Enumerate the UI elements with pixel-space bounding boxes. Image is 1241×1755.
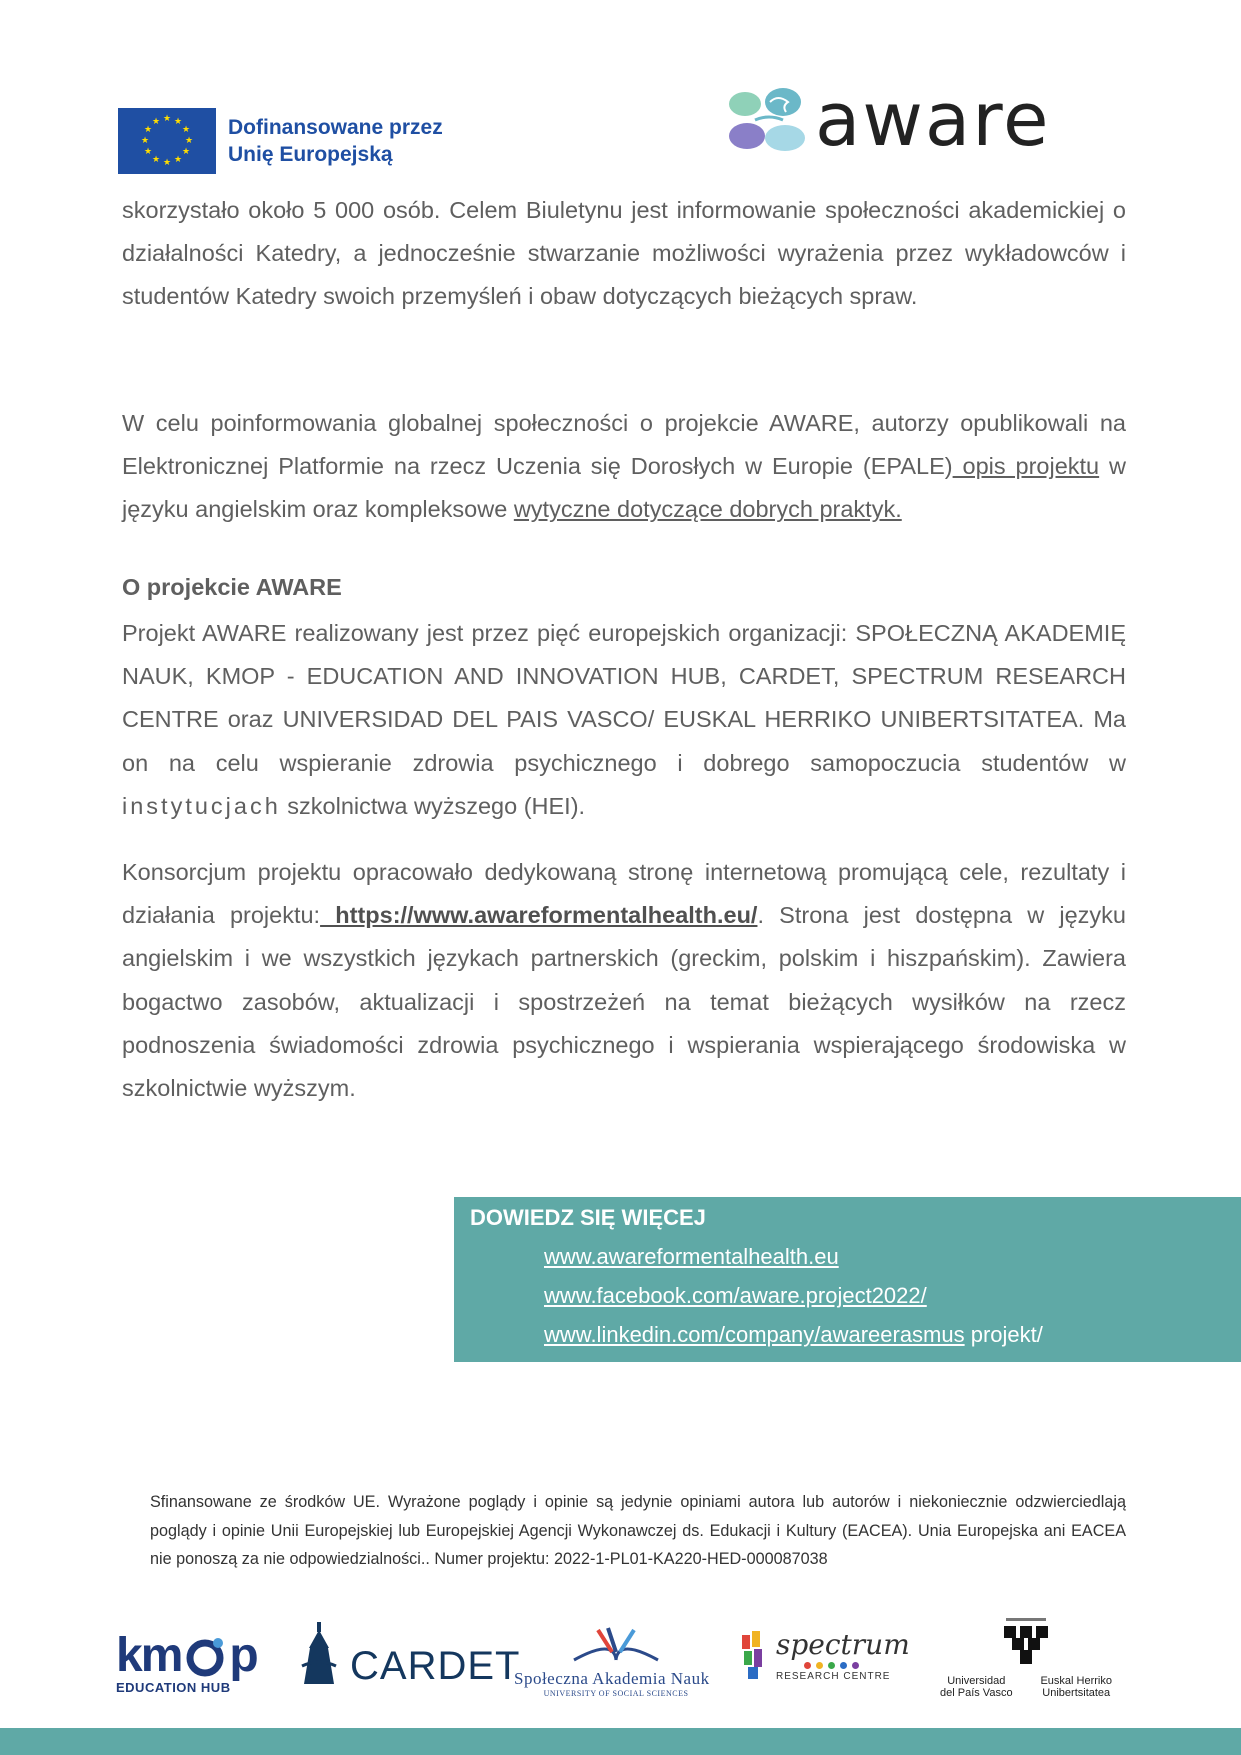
eu-funding-label: [228, 114, 443, 168]
facebook-link[interactable]: www.facebook.com/aware.project2022/: [544, 1283, 927, 1308]
upv-tree-icon: [936, 1618, 1116, 1670]
san-book-icon: [514, 1624, 718, 1664]
eu-disclaimer: Sfinansowane ze środków UE. Wyrażone poglądy i opinie są jedynie opiniami autora lub autorów i niekoniecznie odzwierciedlają poglądy i opinie Unii Europejskiej lub Europejskiej Agencji Wykonawczej ds. Edukacji i Kultury (EACEA). Unia Europejska ani EACEA nie ponoszą za nie odpowiedzialności.. Numer projektu: 2022-1-PL01-KA220-HED-000087038: [150, 1493, 1126, 1569]
learn-more-title: DOWIEDZ SIĘ WIĘCEJ: [470, 1205, 706, 1230]
spectrum-wordmark: spectrum: [776, 1628, 910, 1661]
about-paragraph-1: [122, 612, 1126, 828]
learn-more-box: [454, 1197, 1241, 1362]
upv-ehu-logo: [936, 1618, 1116, 1699]
epale-text-continued: w języku angielskim oraz kompleksowe: [122, 453, 1127, 523]
san-logo: [514, 1624, 718, 1698]
linkedin-link-row: [544, 1322, 1043, 1348]
san-subtitle: UNIVERSITY OF SOCIAL SCIENCES: [543, 1689, 689, 1698]
aware-logo: [725, 77, 1051, 163]
spectrum-dots: [804, 1662, 910, 1669]
about-heading: O projekcie AWARE: [122, 574, 342, 600]
upv-right-caption: [1040, 1675, 1112, 1699]
intro-paragraph-2: [122, 402, 1126, 532]
about-text-spaced: instytucjach: [122, 792, 281, 819]
cardet-wordmark: CARDET: [350, 1644, 521, 1688]
upv-left-caption: [940, 1675, 1013, 1699]
website-link-row: [544, 1244, 839, 1270]
cardet-logo: [296, 1622, 520, 1688]
aware-brain-icon: [725, 84, 813, 156]
eu-funding-badge: [118, 108, 443, 174]
linkedin-link[interactable]: www.linkedin.com/company/awareerasmus: [544, 1322, 965, 1347]
san-wordmark: Społeczna Akademia Nauk: [514, 1669, 710, 1688]
spectrum-color-icon: [740, 1629, 770, 1681]
upv-left-line1: Universidad: [947, 1675, 1006, 1687]
about-text: Projekt AWARE realizowany jest przez pięć europejskich organizacji: SPOŁECZNĄ AKADEMIĘ NAUK, KMOP - EDUCATION AND INNOVATION HUB, CARDET, SPECTRUM RESEARCH CENTRE oraz UNIVERSIDAD DEL PAIS VASCO/ EUSKAL HERRIKO UNIBERTSITATEA. Ma on na celu wspieranie zdrowia psychicznego i dobrego samopoczucia studentów w: [122, 620, 1126, 776]
spectrum-subtitle: RESEARCH CENTRE: [776, 1671, 891, 1682]
upv-right-line1: Euskal Herriko: [1040, 1675, 1112, 1687]
project-description-link[interactable]: opis projektu: [952, 453, 1100, 480]
cardet-tower-icon: [296, 1622, 342, 1688]
footer-bar: [0, 1728, 1241, 1755]
kmop-wordmark-end: p: [229, 1629, 257, 1682]
intro-paragraph-1: skorzystało około 5 000 osób. Celem Biuletynu jest informowanie społeczności akademickiej o działalności Katedry, a jednocześnie stwarzanie możliwości wyrażenia przez wykładowców i studentów Katedry swoich przemyśleń i obaw dotyczących bieżących spraw.: [122, 197, 1126, 310]
epale-text: W celu poinformowania globalnej społeczności o projekcie AWARE, autorzy opublikowali na Elektronicznej Platformie na rzecz Uczenia się Dorosłych w Europie (EPALE): [122, 410, 1126, 480]
kmop-ring-icon: [182, 1633, 228, 1679]
spectrum-text-block: [776, 1628, 910, 1682]
upv-captions: [936, 1675, 1116, 1699]
upv-left-line2: del País Vasco: [940, 1687, 1013, 1699]
kmop-logo: [116, 1629, 257, 1695]
project-website-link[interactable]: https://www.awareformentalhealth.eu/: [320, 902, 758, 929]
kmop-wordmark: km: [116, 1629, 182, 1682]
eu-label-line1: Dofinansowane przez: [228, 116, 443, 139]
eu-label-line2: Unię Europejską: [228, 143, 393, 166]
kmop-subtitle: EDUCATION HUB: [116, 1680, 231, 1695]
about-text-end: szkolnictwa wyższego (HEI).: [280, 792, 586, 819]
consortium-text-continued: . Strona jest dostępna w języku angielskim i we wszystkich językach partnerskich (greckim, polskim i hiszpańskim). Zawiera bogactwo zasobów, aktualizacji i spostrzeżeń na temat bieżących wysiłków na rzecz podnoszenia świadomości zdrowia psychicznego i wspierania wspierającego środowiska w szkolnictwie wyższym.: [122, 902, 1126, 1102]
spectrum-logo: [740, 1628, 910, 1682]
consortium-text: Konsorcjum projektu opracowało dedykowaną stronę internetową promującą cele, rezultaty i działania projektu:: [122, 859, 1126, 929]
about-paragraph-2: [122, 851, 1126, 1110]
eu-flag-icon: ★ ★ ★ ★ ★ ★ ★ ★ ★ ★ ★ ★: [118, 108, 216, 174]
aware-wordmark: aware: [815, 77, 1051, 163]
linkedin-link-suffix: projekt/: [964, 1322, 1043, 1347]
good-practice-guidelines-link[interactable]: wytyczne dotyczące dobrych praktyk.: [513, 496, 902, 523]
facebook-link-row: [544, 1283, 927, 1309]
website-link[interactable]: www.awareformentalhealth.eu: [544, 1244, 839, 1269]
upv-right-line2: Unibertsitatea: [1042, 1687, 1111, 1699]
